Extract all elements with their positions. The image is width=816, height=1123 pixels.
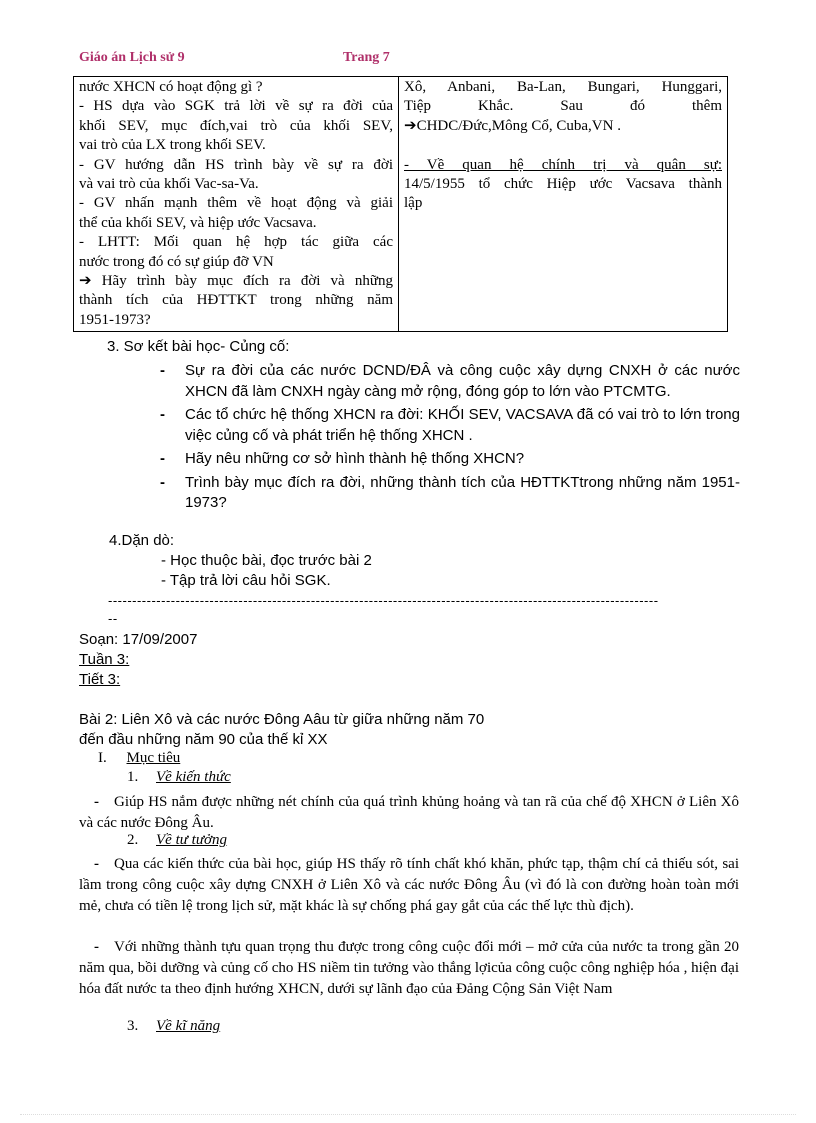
cell-line: ➔ Hãy trình bày mục đích ra đời và những [79, 273, 393, 290]
objective-item [79, 854, 739, 917]
bullet-text: Các tổ chức hệ thống XHCN ra đời: KHỐI SEV, VACSAVA đã có vai trò to lớn trong việc củng cố và phát triển hệ thống XHCN . [185, 406, 740, 444]
lesson-title-line1: Bài 2: Liên Xô và các nước Đông Aâu từ giữa những năm 70 [79, 711, 485, 728]
bullet-dash: - [94, 856, 99, 872]
cell-line: thành tích của HĐTTKT trong những năm [79, 292, 393, 309]
separator-line: ------------------------------------------------------------------------------------------------------------------ [108, 593, 659, 608]
bullet-text: Trình bày mục đích ra đời, những thành tích của HĐTTKTtrong những năm 1951-1973? [185, 473, 740, 511]
subsection-number: 2. [127, 832, 139, 848]
subsection-skills [127, 1017, 220, 1036]
subsection-knowledge [127, 768, 231, 787]
cell-line: nước trong đó có sự giúp đỡ VN [79, 253, 274, 270]
section-summary-title: 3. Sơ kết bài học- Củng cố: [107, 338, 290, 355]
bullet-dash: - [160, 473, 165, 491]
section-title: Mục tiêu [126, 750, 181, 766]
objective-text: Với những thành tựu quan trọng thu được trong công cuộc đổi mới – mở cửa của nước ta trong gần 20 năm qua, bồi dưỡng và củng cố cho HS niềm tin tưởng vào thắng lợicủa công cuộc công nghiệp hóa , hiện đại hóa đất nước ta theo định hướng XHCN, dưới sự lãnh đạo của Đảng Cộng Sản Việt Nam [79, 939, 739, 997]
header-subject: Giáo án Lịch sử 9 [79, 50, 185, 65]
homework-item: - Học thuộc bài, đọc trước bài 2 [161, 552, 372, 569]
week-label: Tuần 3: [79, 651, 130, 668]
cell-line: Tiệp Khắc. Sau đó thêm [404, 98, 722, 115]
bullet-dash: - [94, 939, 99, 955]
lesson-title-line2: đến đầu những năm 90 của thế kỉ XX [79, 731, 328, 748]
cell-line: - GV nhấn mạnh thêm về hoạt động và giải [79, 195, 393, 212]
subsection-title: Về kĩ năng [156, 1018, 221, 1034]
subsection-title: Về tư tưởng [156, 832, 228, 848]
lesson-table [73, 76, 728, 332]
objective-item [79, 937, 739, 1000]
header-page-number: Trang 7 [343, 50, 390, 65]
objective-text: Giúp HS nắm được những nét chính của quá trình khủng hoảng và tan rã của chế độ XHCN ở Liên Xô và các nước Đông Âu. [79, 794, 739, 831]
list-item [160, 473, 740, 514]
section-objectives [98, 749, 180, 768]
bullet-dash: - [160, 450, 165, 467]
list-item [160, 449, 740, 470]
prepared-date: Soạn: 17/09/2007 [79, 631, 198, 648]
subsection-number: 1. [127, 769, 139, 785]
section-number: I. [98, 750, 107, 766]
bullet-text: Sự ra đời của các nước DCND/ĐÂ và công cuộc xây dựng CNXH ở các nước XHCN đã làm CNXH ngày càng mở rộng, đóng góp to lớn vào PTCMTG. [185, 362, 740, 400]
summary-bullet-list [160, 361, 740, 517]
cell-line: - LHTT: Mối quan hệ hợp tác giữa các [79, 234, 393, 251]
homework-item: - Tập trả lời câu hỏi SGK. [161, 572, 331, 589]
homework-section [109, 531, 372, 591]
period-label: Tiết 3: [79, 671, 121, 688]
cell-line: vai trò của LX trong khối SEV. [79, 137, 266, 154]
subsection-title: Về kiến thức [156, 769, 231, 785]
table-row [74, 77, 728, 332]
bullet-text: Hãy nêu những cơ sở hình thành hệ thống XHCN? [185, 450, 525, 467]
bullet-dash: - [160, 406, 165, 423]
cell-line: - HS dựa vào SGK trả lời về sự ra đời của [79, 98, 393, 115]
bullet-dash: - [94, 794, 99, 810]
subsection-number: 3. [127, 1018, 139, 1034]
table-cell-activities [74, 77, 399, 332]
page-header [79, 50, 739, 70]
objective-item [79, 792, 739, 834]
separator-line-end: -- [108, 611, 118, 626]
cell-line: khối SEV, mục đích,vai trò của khối SEV, [79, 117, 393, 134]
cell-line: lập [404, 195, 423, 212]
objective-text: Qua các kiến thức của bài học, giúp HS thấy rõ tính chất khó khăn, phức tạp, thậm chí cả thiếu sót, sai lầm trong công cuộc xây dựng CNXH ở Liên Xô và các nước Đông Âu (vì đó là con đường hoàn toàn mới mẻ, chưa có tiền lệ trong lịch sử, mặt khác là sự chống phá gay gắt của các thế lực thù địch). [79, 856, 739, 914]
cell-line: 1951-1973? [79, 311, 151, 328]
bullet-dash: - [160, 362, 165, 379]
subsection-ideology [127, 831, 227, 850]
cell-heading: - Về quan hệ chính trị và quân sự: [404, 156, 722, 173]
table-cell-content [399, 77, 728, 332]
cell-line: ➔CHDC/Đức,Mông Cổ, Cuba,VN . [404, 117, 621, 134]
cell-line: - GV hướng dẫn HS trình bày về sự ra đời [79, 156, 393, 173]
cell-line: 14/5/1955 tổ chức Hiệp ước Vacsava thành [404, 176, 722, 193]
list-item [160, 361, 740, 402]
page-bottom-border [20, 1114, 796, 1115]
list-item [160, 405, 740, 446]
cell-line: Xô, Anbani, Ba-Lan, Bungari, Hunggari, [404, 79, 722, 95]
cell-line: nước XHCN có hoạt động gì ? [79, 79, 263, 95]
cell-line-blank [404, 136, 722, 155]
homework-title: 4.Dặn dò: [109, 532, 175, 549]
cell-line: thể của khối SEV, và hiệp ước Vacsava. [79, 214, 317, 231]
cell-line: và vai trò của khối Vac-sa-Va. [79, 176, 259, 193]
